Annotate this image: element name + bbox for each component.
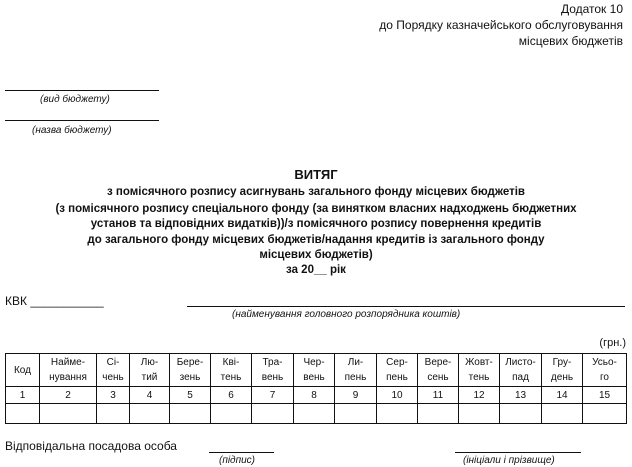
empty-cell [97, 404, 130, 424]
table-header-row [6, 354, 627, 387]
header-cell: Сер- пень [377, 354, 418, 387]
responsible-official-label: Відповідальна посадова особа [5, 439, 177, 453]
table-empty-row [6, 404, 627, 424]
appendix-number: Додаток 10 [560, 2, 623, 16]
column-number: 5 [170, 387, 211, 404]
empty-cell [294, 404, 335, 424]
header-cell: Жовт- тень [459, 354, 500, 387]
empty-cell [211, 404, 252, 424]
manager-name-caption: (найменування головного розпорядника коштів) [232, 309, 461, 320]
empty-cell [418, 404, 459, 424]
signature-caption: (підпис) [219, 455, 255, 466]
header-cell: Гру- день [542, 354, 583, 387]
table-number-row [6, 387, 627, 404]
column-number: 12 [459, 387, 500, 404]
empty-cell [170, 404, 211, 424]
empty-cell [459, 404, 500, 424]
empty-cell [377, 404, 418, 424]
header-cell: Бере- зень [170, 354, 211, 387]
budget-name-line [5, 120, 159, 121]
empty-cell [500, 404, 542, 424]
empty-cell [252, 404, 294, 424]
column-number: 9 [335, 387, 377, 404]
empty-cell [542, 404, 583, 424]
budget-name-caption: (назва бюджету) [32, 125, 112, 136]
body-line-4: до загального фонду місцевих бюджетів/надання кредитів із загального фонду [87, 234, 545, 246]
header-cell: Верe- сень [418, 354, 459, 387]
appendix-budgets: місцевих бюджетів [518, 34, 623, 48]
empty-cell [40, 404, 97, 424]
initials-line [455, 452, 581, 453]
column-number: 11 [418, 387, 459, 404]
header-cell: Чер- вень [294, 354, 335, 387]
header-cell: Усьо- го [583, 354, 627, 387]
budget-type-line [5, 90, 159, 91]
body-line-3: установ та відповідних видатків))/з помісячного розпису повернення кредитів [90, 218, 542, 230]
header-cell: Сі- чень [97, 354, 130, 387]
column-number: 15 [583, 387, 627, 404]
column-number: 10 [377, 387, 418, 404]
column-number: 1 [6, 387, 40, 404]
body-line-1: з помісячного розпису асигнувань загального фонду місцевих бюджетів [107, 186, 525, 198]
body-line-6: за 20__ рік [286, 264, 346, 276]
header-cell: Ли- пень [335, 354, 377, 387]
column-number: 2 [40, 387, 97, 404]
header-cell: Листо- пад [500, 354, 542, 387]
initials-caption: (ініціали і прізвище) [463, 455, 555, 466]
column-number: 4 [130, 387, 170, 404]
document-title: ВИТЯГ [294, 167, 338, 182]
currency-label: (грн.) [599, 337, 626, 349]
column-number: 14 [542, 387, 583, 404]
appendix-header [379, 1, 623, 49]
body-line-2: (з помісячного розпису спеціального фонду (за винятком власних надходжень бюджетних [55, 203, 577, 215]
column-number: 7 [252, 387, 294, 404]
header-cell: Найме- нування [40, 354, 97, 387]
column-number: 3 [97, 387, 130, 404]
header-cell: Тра- вень [252, 354, 294, 387]
body-line-5: місцевих бюджетів) [259, 249, 373, 261]
kvk-label: КВК ___________ [5, 294, 104, 308]
appendix-order: до Порядку казначейського обслуговування [379, 18, 623, 32]
header-cell: Лю- тий [130, 354, 170, 387]
empty-cell [6, 404, 40, 424]
header-cell: Код [6, 354, 40, 387]
column-number: 8 [294, 387, 335, 404]
empty-cell [130, 404, 170, 424]
empty-cell [335, 404, 377, 424]
column-number: 13 [500, 387, 542, 404]
column-number: 6 [211, 387, 252, 404]
manager-name-line [187, 306, 625, 307]
header-cell: Кві- тень [211, 354, 252, 387]
budget-type-caption: (вид бюджету) [40, 94, 110, 105]
signature-line [209, 452, 274, 453]
empty-cell [583, 404, 627, 424]
allocation-table [5, 353, 627, 424]
